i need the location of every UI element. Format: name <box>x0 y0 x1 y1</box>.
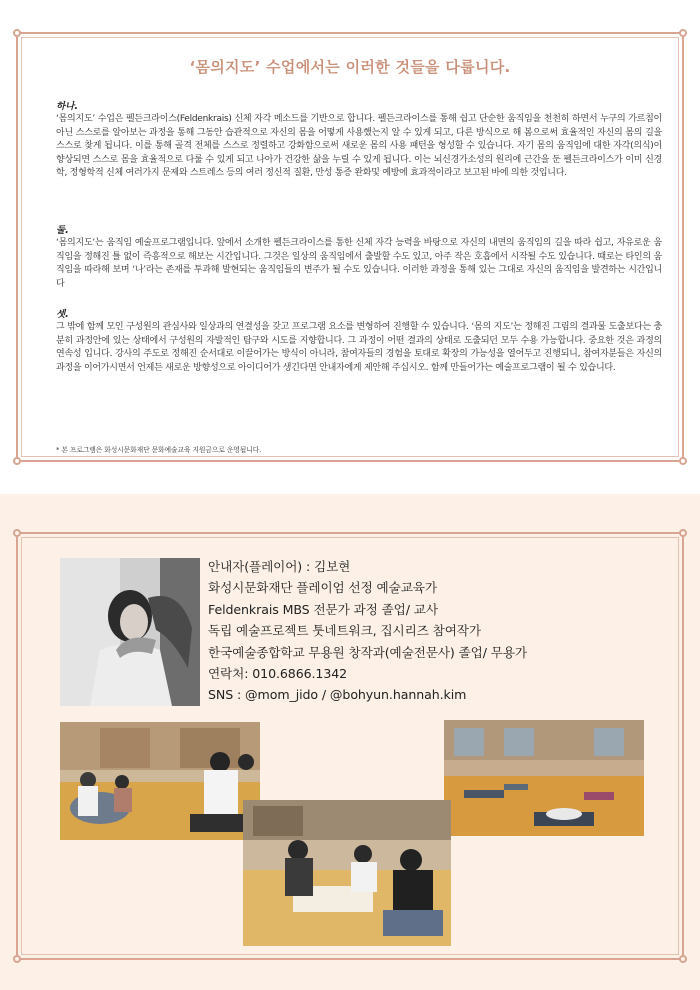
frame-corner-ornament <box>13 955 21 963</box>
frame-corner-ornament <box>13 529 21 537</box>
section-three <box>56 306 662 375</box>
section-two <box>56 222 662 291</box>
contact-phone-line: 연락처: 010.6866.1342 <box>208 666 348 682</box>
frame-corner-ornament <box>679 955 687 963</box>
funding-footnote: * 본 프로그램은 화성시문화재단 문화예술교육 지원금으로 운영됩니다. <box>56 446 262 454</box>
instructor-name-line: 안내자(플레이어) : 김보현 <box>208 559 351 574</box>
instructor-credential-line: Feldenkrais MBS 전문가 과정 졸업/ 교사 <box>208 601 438 617</box>
class-photo-floor-exercise <box>444 720 644 836</box>
class-photo-seated-group <box>60 722 260 840</box>
instructor-info <box>208 556 527 706</box>
instructor-credential-line: 한국예술종합학교 무용원 창작과(예술전문사) 졸업/ 무용가 <box>208 644 527 660</box>
frame-corner-ornament <box>679 29 687 37</box>
panel-title: ‘몸의지도’ 수업에서는 이러한 것들을 다룹니다. <box>189 58 511 76</box>
frame-corner-ornament <box>13 457 21 465</box>
instructor-credential-line: 독립 예술프로젝트 툿네트워크, 집시리즈 참여작가 <box>208 623 481 639</box>
section-body: ‘몸의지도’ 수업은 펠든크라이스(Feldenkrais) 신체 자각 메소드를 기반으로 합니다. 펠든크라이스를 통해 쉽고 단순한 움직임을 천천히 하면서 누구의 가르침이 아닌 스스로를 알아보는 과정을 통해 그동안 습관적으로 자신의 몸을 어떻게 사용했는지 알 수 있게 되고, 다른 방식으로 해 봄으로써 효율적인 자신의 몸의 길을 스스로 찾게 됩니다. 이를 통해 골격 전체를 스스로 정렬하고 강화함으로써 새로운 몸의 사용 패턴을 형성할 수 있습니다. 자기 몸의 움직임에 대한 자각(의식)이 향상되면 스스로 몸을 효율적으로 다룰 수 있게 되고 나아가 건강한 삶을 누릴 수 있게 됩니다. 이는 뇌신경가소성의 원리에 근간을 둔 펠든크라이스가 이미 신경학, 정형학적 신체 여러가지 문제와 스트레스 등의 여러 정신적 질환, 만성 통증 완화및 예방에 효과적이라고 보고된 바에 의한 것입니다. <box>56 114 662 179</box>
program-description-panel <box>16 32 684 462</box>
frame-corner-ornament <box>13 29 21 37</box>
section-body: ‘몸의지도’는 움직임 예술프로그램입니다. 앞에서 소개한 펠든크라이스를 통한 신체 자각 능력을 바탕으로 자신의 내면의 움직임의 길을 따라 쉽고, 자유로운 움직임을 정해진 틀 없이 즉흥적으로 해보는 시간입니다. 그것은 일상의 움직임에서 출발할 수도 있고, 아주 작은 호흡에서 시작될 수도 있습니다. 때로는 타인의 움직임을 따라해 보며 ‘나’라는 존재를 투과해 발현되는 움직임들의 변주가 될 수도 있습니다. 이러한 과정을 통해 있는 그대로 자신의 움직임을 발견하는 시간입니다 <box>56 238 662 289</box>
sns-line: SNS : @mom_jido / @bohyun.hannah.kim <box>208 687 467 703</box>
class-photo-drawing-activity <box>243 800 451 946</box>
frame-corner-ornament <box>679 457 687 465</box>
section-heading: 둘. <box>56 225 69 236</box>
section-one <box>56 98 662 181</box>
frame-corner-ornament <box>679 529 687 537</box>
section-heading: 셋. <box>56 309 69 320</box>
instructor-portrait-photo <box>60 558 200 706</box>
instructor-credential-line: 화성시문화재단 플레이엄 선정 예술교육가 <box>208 580 437 596</box>
section-body: 그 밖에 함께 모인 구성원의 관심사와 일상과의 연결성을 갖고 프로그램 요소를 변형하여 진행할 수 있습니다. ‘몸의 지도’는 정해진 그림의 결과물 도출보다는 충분히 과정안에 있는 상태에서 구성원의 자발적인 탐구와 시도를 지향합니다. 그 과정이 어떤 결과의 상태로 도출되던 모두 수용 가능합니다. 중요한 것은 과정의 연속성 입니다. 강사의 주도로 정해진 순서대로 이끌어가는 방식이 아니라, 참여자들의 경험을 토대로 확장의 가능성을 열어두고 진행되니, 참여자분들은 자신의 과정을 이어가시면서 언제든 새로운 방향성으로 아이디어가 생긴다면 안내자에게 제안해 주십시오. 함께 만들어가는 예술프로그램이 될 수 있습니다. <box>56 322 662 373</box>
section-heading: 하나. <box>56 101 78 112</box>
